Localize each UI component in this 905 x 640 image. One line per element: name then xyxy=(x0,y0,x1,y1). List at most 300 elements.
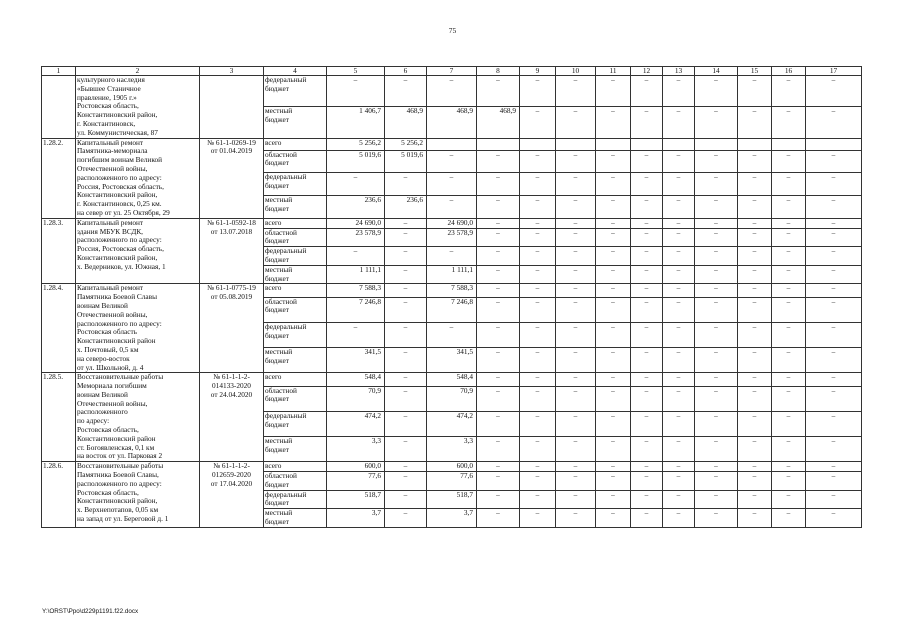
text-line: всего xyxy=(265,138,282,147)
text-line: от 24.04.2020 xyxy=(210,389,253,399)
amount-cell: – xyxy=(772,509,806,528)
amount-cell xyxy=(695,138,738,150)
text-line: от 01.04.2019 xyxy=(210,146,253,156)
text-line: расположенного по адресу: xyxy=(77,235,162,245)
amount-cell: – xyxy=(520,322,556,347)
text-line: ул. Коммунистическая, 87 xyxy=(77,127,158,137)
amount-cell: – xyxy=(663,195,695,218)
amount-cell: – xyxy=(596,509,631,528)
amount-cell: – xyxy=(663,386,695,411)
amount-cell: – xyxy=(596,247,631,266)
text-line: бюджет xyxy=(265,254,289,264)
text-line: федеральный xyxy=(265,490,307,499)
amount-cell: 600,0 xyxy=(427,462,477,472)
amount-cell: – xyxy=(663,472,695,491)
text-line: Россия, Ростовская область, xyxy=(77,244,164,254)
text-line: Отечественной войны, xyxy=(77,309,148,319)
funding-source xyxy=(264,173,327,196)
amount-cell: – xyxy=(596,218,631,228)
amount-cell xyxy=(556,138,596,150)
text-line: Константиновский район xyxy=(77,433,156,443)
amount-cell: – xyxy=(695,322,738,347)
amount-cell: – xyxy=(556,437,596,462)
amount-cell: – xyxy=(772,490,806,509)
amount-cell: 341,5 xyxy=(327,348,385,373)
column-header: 4 xyxy=(264,67,327,76)
amount-cell: – xyxy=(385,490,427,509)
text-line: х. Почтовый, 0,5 км xyxy=(77,344,139,354)
amount-cell: – xyxy=(631,173,663,196)
funding-source xyxy=(264,437,327,462)
text-line: местный xyxy=(265,195,293,204)
amount-cell: – xyxy=(695,411,738,436)
text-line: бюджет xyxy=(265,355,289,365)
amount-cell: – xyxy=(738,411,772,436)
amount-cell: 5 019,6 xyxy=(327,150,385,173)
text-line: х. Ведерников, ул. Южная, 1 xyxy=(77,261,166,271)
amount-cell: – xyxy=(477,76,520,107)
text-line: Капитальный ремонт xyxy=(77,218,144,227)
column-header: 16 xyxy=(772,67,806,76)
text-line: погибшим воинам Великой xyxy=(77,155,163,165)
amount-cell: – xyxy=(520,247,556,266)
amount-cell: – xyxy=(631,462,663,472)
amount-cell: – xyxy=(477,297,520,322)
text-line: воинам Великой xyxy=(77,389,128,399)
amount-cell: – xyxy=(806,228,862,247)
text-line: № 61-1-0775-19 xyxy=(207,283,256,293)
amount-cell: – xyxy=(477,195,520,218)
amount-cell: – xyxy=(695,284,738,297)
text-line: местный xyxy=(265,106,293,116)
amount-cell: – xyxy=(738,247,772,266)
amount-cell: – xyxy=(772,348,806,373)
funding-source xyxy=(264,472,327,491)
amount-cell: – xyxy=(556,490,596,509)
amount-cell: – xyxy=(738,195,772,218)
amount-cell: – xyxy=(695,173,738,196)
item-number: 1.28.6. xyxy=(42,462,76,528)
text-line: № 61-1-0269-19 xyxy=(207,138,256,147)
text-line: областной xyxy=(265,150,297,159)
amount-cell: 474,2 xyxy=(327,411,385,436)
text-line: правление, 1905 г.» xyxy=(77,92,137,102)
amount-cell: – xyxy=(772,322,806,347)
amount-cell: – xyxy=(663,107,695,138)
amount-cell: – xyxy=(427,76,477,107)
amount-cell: – xyxy=(520,265,556,284)
amount-cell: – xyxy=(806,462,862,472)
column-header: 1 xyxy=(42,67,76,76)
amount-cell: – xyxy=(385,228,427,247)
amount-cell: – xyxy=(695,462,738,472)
text-line: всего xyxy=(265,218,282,227)
text-line: х. Верхнепотапов, 0,05 км xyxy=(77,505,159,515)
amount-cell: – xyxy=(520,386,556,411)
object-description xyxy=(76,462,200,528)
amount-cell: 23 578,9 xyxy=(427,228,477,247)
text-line: бюджет xyxy=(265,273,289,283)
amount-cell: – xyxy=(596,173,631,196)
amount-cell: – xyxy=(477,150,520,173)
amount-cell: – xyxy=(520,472,556,491)
amount-cell: 518,7 xyxy=(327,490,385,509)
amount-cell: – xyxy=(596,437,631,462)
amount-cell: 3,7 xyxy=(327,509,385,528)
text-line: Константиновский район, xyxy=(77,496,158,506)
amount-cell: – xyxy=(556,386,596,411)
amount-cell: – xyxy=(596,195,631,218)
amount-cell: – xyxy=(772,76,806,107)
amount-cell: – xyxy=(772,173,806,196)
amount-cell: – xyxy=(596,472,631,491)
amount-cell xyxy=(806,138,862,150)
text-line: воинам Великой xyxy=(77,300,128,310)
text-line: Памятника-мемориала xyxy=(77,146,148,156)
amount-cell: – xyxy=(806,76,862,107)
amount-cell: – xyxy=(631,509,663,528)
amount-cell: – xyxy=(520,411,556,436)
column-header: 5 xyxy=(327,67,385,76)
column-header: 14 xyxy=(695,67,738,76)
budget-table-container xyxy=(41,66,861,528)
amount-cell: – xyxy=(663,228,695,247)
amount-cell: – xyxy=(738,297,772,322)
text-line: от ул. Школьной, д. 4 xyxy=(77,362,144,372)
text-line: 014133-2020 xyxy=(212,381,251,391)
funding-source xyxy=(264,462,327,472)
amount-cell: – xyxy=(520,76,556,107)
text-line: расположенного по адресу: xyxy=(77,478,162,488)
amount-cell: – xyxy=(520,284,556,297)
amount-cell: – xyxy=(327,247,385,266)
text-line: Ростовская область xyxy=(77,327,137,337)
amount-cell: – xyxy=(631,490,663,509)
table-row xyxy=(42,284,862,297)
text-line: бюджет xyxy=(265,203,289,213)
amount-cell: – xyxy=(772,247,806,266)
amount-cell xyxy=(631,138,663,150)
text-line: расположенного по адресу: xyxy=(77,172,162,182)
text-line: от 05.08.2019 xyxy=(210,292,253,302)
text-line: местный xyxy=(265,436,293,446)
text-line: бюджет xyxy=(265,444,289,454)
amount-cell xyxy=(596,138,631,150)
expertise-document xyxy=(200,138,264,218)
column-header: 12 xyxy=(631,67,663,76)
amount-cell: – xyxy=(806,322,862,347)
item-number: 1.28.2. xyxy=(42,138,76,218)
text-line: бюджет xyxy=(265,158,289,168)
amount-cell: – xyxy=(327,173,385,196)
table-row xyxy=(42,462,862,472)
amount-cell: – xyxy=(556,472,596,491)
text-line: № 61-1-1-2- xyxy=(213,372,250,382)
amount-cell: – xyxy=(738,472,772,491)
text-line: Памятника Боевой Славы xyxy=(77,292,158,302)
amount-cell: – xyxy=(556,76,596,107)
amount-cell: – xyxy=(806,195,862,218)
amount-cell: 77,6 xyxy=(427,472,477,491)
text-line: местный xyxy=(265,508,293,518)
amount-cell: – xyxy=(520,228,556,247)
amount-cell: – xyxy=(477,173,520,196)
text-line: расположенного по адресу: xyxy=(77,318,162,328)
amount-cell: – xyxy=(663,322,695,347)
amount-cell: – xyxy=(385,373,427,386)
funding-source xyxy=(264,509,327,528)
amount-cell: – xyxy=(772,437,806,462)
amount-cell: – xyxy=(738,218,772,228)
amount-cell: – xyxy=(806,107,862,138)
amount-cell: – xyxy=(695,218,738,228)
text-line: областной xyxy=(265,297,297,306)
amount-cell: – xyxy=(556,509,596,528)
column-header: 3 xyxy=(200,67,264,76)
amount-cell: – xyxy=(695,247,738,266)
amount-cell: 5 019,6 xyxy=(385,150,427,173)
page-number: 75 xyxy=(448,26,457,35)
amount-cell: – xyxy=(772,218,806,228)
amount-cell: – xyxy=(663,437,695,462)
amount-cell: – xyxy=(663,265,695,284)
amount-cell: – xyxy=(695,373,738,386)
amount-cell: 3,3 xyxy=(427,437,477,462)
amount-cell: – xyxy=(385,297,427,322)
amount-cell: 3,3 xyxy=(327,437,385,462)
amount-cell: – xyxy=(738,173,772,196)
amount-cell: – xyxy=(806,173,862,196)
amount-cell: – xyxy=(663,509,695,528)
amount-cell: – xyxy=(663,462,695,472)
text-line: Константиновский район, xyxy=(77,110,158,120)
column-header: 7 xyxy=(427,67,477,76)
amount-cell: – xyxy=(663,218,695,228)
amount-cell: – xyxy=(738,107,772,138)
amount-cell: – xyxy=(772,472,806,491)
funding-source xyxy=(264,348,327,373)
amount-cell: – xyxy=(596,373,631,386)
amount-cell: – xyxy=(477,509,520,528)
text-line: бюджет xyxy=(265,236,289,246)
amount-cell: – xyxy=(556,195,596,218)
funding-source xyxy=(264,284,327,297)
text-line: бюджет xyxy=(265,83,289,93)
amount-cell: 23 578,9 xyxy=(327,228,385,247)
amount-cell: 548,4 xyxy=(327,373,385,386)
amount-cell: – xyxy=(520,195,556,218)
amount-cell: – xyxy=(806,297,862,322)
text-line: на запад от ул. Береговой д. 1 xyxy=(77,514,169,524)
funding-source xyxy=(264,490,327,509)
amount-cell: – xyxy=(695,472,738,491)
amount-cell: – xyxy=(806,265,862,284)
amount-cell: – xyxy=(663,150,695,173)
text-line: от 17.04.2020 xyxy=(210,478,253,488)
column-header: 10 xyxy=(556,67,596,76)
amount-cell: – xyxy=(695,386,738,411)
amount-cell: – xyxy=(772,462,806,472)
amount-cell: – xyxy=(695,150,738,173)
text-line: областной xyxy=(265,386,297,395)
amount-cell: – xyxy=(385,472,427,491)
amount-cell: – xyxy=(772,150,806,173)
object-description xyxy=(76,218,200,284)
amount-cell: – xyxy=(556,107,596,138)
amount-cell: – xyxy=(695,195,738,218)
text-line: всего xyxy=(265,372,282,382)
amount-cell: – xyxy=(806,437,862,462)
budget-table xyxy=(41,66,862,528)
amount-cell: – xyxy=(806,386,862,411)
amount-cell: – xyxy=(520,348,556,373)
amount-cell: – xyxy=(631,247,663,266)
amount-cell: – xyxy=(806,150,862,173)
text-line: Восстановительные работы xyxy=(77,461,164,471)
amount-cell: – xyxy=(596,76,631,107)
text-line: культурного наследия xyxy=(77,75,145,84)
amount-cell: – xyxy=(556,373,596,386)
amount-cell: – xyxy=(631,348,663,373)
amount-cell: – xyxy=(427,195,477,218)
amount-cell: – xyxy=(738,462,772,472)
amount-cell: – xyxy=(806,411,862,436)
amount-cell: – xyxy=(663,76,695,107)
amount-cell: – xyxy=(385,386,427,411)
text-line: областной xyxy=(265,471,297,481)
amount-cell: – xyxy=(663,490,695,509)
text-line: на север от ул. 25 Октября, 29 xyxy=(77,207,170,217)
amount-cell xyxy=(663,138,695,150)
amount-cell: – xyxy=(695,348,738,373)
amount-cell: – xyxy=(385,247,427,266)
text-line: бюджет xyxy=(265,479,289,489)
amount-cell: – xyxy=(695,297,738,322)
amount-cell: – xyxy=(520,297,556,322)
text-line: бюджет xyxy=(265,330,289,340)
amount-cell xyxy=(427,138,477,150)
amount-cell: 7 246,8 xyxy=(327,297,385,322)
text-line: г. Константиновск, 0,25 км. xyxy=(77,199,162,209)
amount-cell: – xyxy=(556,462,596,472)
column-header: 13 xyxy=(663,67,695,76)
column-number-row xyxy=(42,67,862,76)
amount-cell: – xyxy=(477,247,520,266)
text-line: бюджет xyxy=(265,498,289,508)
amount-cell: – xyxy=(772,386,806,411)
amount-cell: – xyxy=(477,218,520,228)
text-line: Константиновский район xyxy=(77,336,156,346)
text-line: по адресу: xyxy=(77,416,110,426)
amount-cell: – xyxy=(663,247,695,266)
amount-cell: – xyxy=(772,228,806,247)
column-header: 2 xyxy=(76,67,200,76)
amount-cell: – xyxy=(477,373,520,386)
text-line: «Бывшее Станичное xyxy=(77,83,141,93)
amount-cell: – xyxy=(738,509,772,528)
text-line: местный xyxy=(265,347,293,357)
amount-cell: – xyxy=(663,373,695,386)
amount-cell: – xyxy=(772,297,806,322)
amount-cell: 3,7 xyxy=(427,509,477,528)
object-description xyxy=(76,138,200,218)
amount-cell: – xyxy=(631,284,663,297)
amount-cell: – xyxy=(631,228,663,247)
text-line: № 61-1-1-2- xyxy=(213,461,250,471)
amount-cell: – xyxy=(772,265,806,284)
table-row xyxy=(42,373,862,386)
text-line: Константиновский район, xyxy=(77,190,158,200)
amount-cell: – xyxy=(738,76,772,107)
text-line: Капитальный ремонт xyxy=(77,138,144,147)
funding-source xyxy=(264,411,327,436)
amount-cell: – xyxy=(520,437,556,462)
amount-cell: – xyxy=(556,284,596,297)
amount-cell: 1 111,1 xyxy=(327,265,385,284)
amount-cell: – xyxy=(385,348,427,373)
text-line: Ростовская область, xyxy=(77,425,139,435)
amount-cell: – xyxy=(738,437,772,462)
funding-source xyxy=(264,297,327,322)
amount-cell: – xyxy=(738,386,772,411)
text-line: здания МБУК ВСДК, xyxy=(77,226,144,236)
amount-cell: 236,6 xyxy=(327,195,385,218)
amount-cell: – xyxy=(385,173,427,196)
funding-source xyxy=(264,218,327,228)
column-header: 8 xyxy=(477,67,520,76)
amount-cell: – xyxy=(385,322,427,347)
amount-cell: 24 690,0 xyxy=(327,218,385,228)
item-number: 1.28.3. xyxy=(42,218,76,284)
amount-cell: – xyxy=(556,297,596,322)
amount-cell xyxy=(772,138,806,150)
amount-cell: – xyxy=(520,173,556,196)
funding-source xyxy=(264,150,327,173)
text-line: всего xyxy=(265,283,282,293)
amount-cell: – xyxy=(385,284,427,297)
amount-cell: – xyxy=(556,322,596,347)
text-line: на восток от ул. Парковая 2 xyxy=(77,451,163,461)
amount-cell: – xyxy=(663,297,695,322)
amount-cell: – xyxy=(477,265,520,284)
amount-cell: – xyxy=(520,107,556,138)
amount-cell: – xyxy=(806,490,862,509)
amount-cell: – xyxy=(477,228,520,247)
table-row xyxy=(42,76,862,107)
item-number: 1.28.4. xyxy=(42,284,76,373)
amount-cell: – xyxy=(738,265,772,284)
funding-source xyxy=(264,107,327,138)
amount-cell: – xyxy=(738,490,772,509)
amount-cell: 548,4 xyxy=(427,373,477,386)
amount-cell: – xyxy=(477,437,520,462)
amount-cell: – xyxy=(596,348,631,373)
column-header: 6 xyxy=(385,67,427,76)
amount-cell xyxy=(738,138,772,150)
amount-cell: – xyxy=(327,76,385,107)
text-line: бюджет xyxy=(265,517,289,527)
text-line: бюджет xyxy=(265,115,289,125)
amount-cell: – xyxy=(631,386,663,411)
column-header: 11 xyxy=(596,67,631,76)
expertise-document xyxy=(200,284,264,373)
amount-cell: – xyxy=(738,322,772,347)
text-line: Отечественной войны, xyxy=(77,163,148,173)
text-line: всего xyxy=(265,461,282,471)
table-row xyxy=(42,218,862,228)
amount-cell: – xyxy=(556,265,596,284)
amount-cell: – xyxy=(477,462,520,472)
